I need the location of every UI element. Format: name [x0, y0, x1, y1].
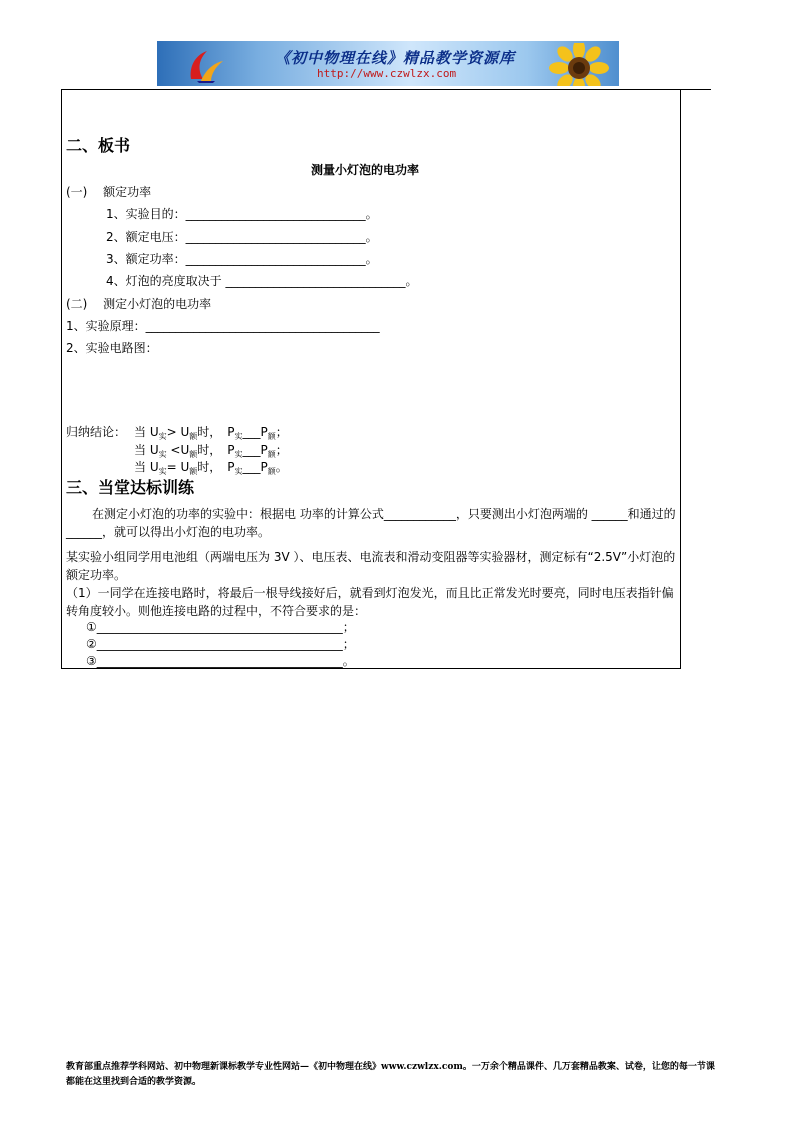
logo-icon	[185, 49, 225, 83]
answer-line: ①_________________________________________；	[86, 620, 355, 634]
conclusion-line: 当 $U_实 <U_额$时， $P_实\_\_\_P_额$；	[134, 443, 288, 459]
banner-title: 《初中物理在线》精品教学资源库	[275, 49, 516, 67]
conclusion-line: 当 $U_实= U_额$时， $P_实\_\_\_P_额$。	[134, 460, 288, 476]
conclusion-label: 归纳结论：	[66, 425, 127, 439]
item-rated-power: 3、额定功率：______________________________。	[106, 252, 378, 266]
answer-line: ②_________________________________________；	[86, 637, 355, 651]
header-banner	[157, 41, 619, 86]
banner-url[interactable]: http://www.czwlzx.com	[317, 67, 457, 80]
lesson-title: 测量小灯泡的电功率	[311, 163, 420, 177]
page-footer: 教育部重点推荐学科网站、初中物理新课标教学专业性网站—《初中物理在线》www.czwlzx.com。一万余个精品课件、几万套精品教案、试卷，让您的每一节课都能在这里找到合适的教学资源。	[66, 1062, 715, 1087]
conclusion-line: 当 $U_实> U_额$时， $P_实\_\_\_P_额$；	[134, 425, 288, 441]
item-principle: 1、实验原理：_______________________________________	[66, 319, 380, 333]
part1-heading: (一) 额定功率	[66, 185, 152, 199]
question-2-intro: 某实验小组同学用电池组（两端电压为 3V ）、电压表、电流表和滑动变阻器等实验器材，测定标有“2.5V”小灯泡的额定功率。	[66, 550, 676, 582]
question-2-part1: （1）一同学在连接电路时，将最后一根导线接好后，就看到灯泡发光，而且比正常发光时要亮，同时电压表指针偏转角度较小。则他连接电路的过程中，不符合要求的是：	[66, 586, 674, 618]
item-brightness: 4、灯泡的亮度取决于 ______________________________。	[106, 274, 418, 288]
section-heading-board: 二、板书	[66, 136, 131, 155]
item-rated-voltage: 2、额定电压：______________________________。	[106, 230, 378, 244]
section-heading-practice: 三、当堂达标训练	[66, 478, 195, 497]
item-circuit-diagram: 2、实验电路图：	[66, 341, 158, 355]
answer-line: ③_________________________________________。	[86, 654, 355, 668]
item-experiment-purpose: 1、实验目的：______________________________。	[106, 207, 378, 221]
sunflower-icon	[537, 43, 619, 86]
question-1: 在测定小灯泡的功率的实验中：根据电 功率的计算公式____________，只要测出小灯泡两端的 ______和通过的______，就可以得出小灯泡的电功率。	[66, 507, 676, 539]
header-rule	[681, 89, 711, 90]
part2-heading: (二) 测定小灯泡的电功率	[66, 297, 212, 311]
